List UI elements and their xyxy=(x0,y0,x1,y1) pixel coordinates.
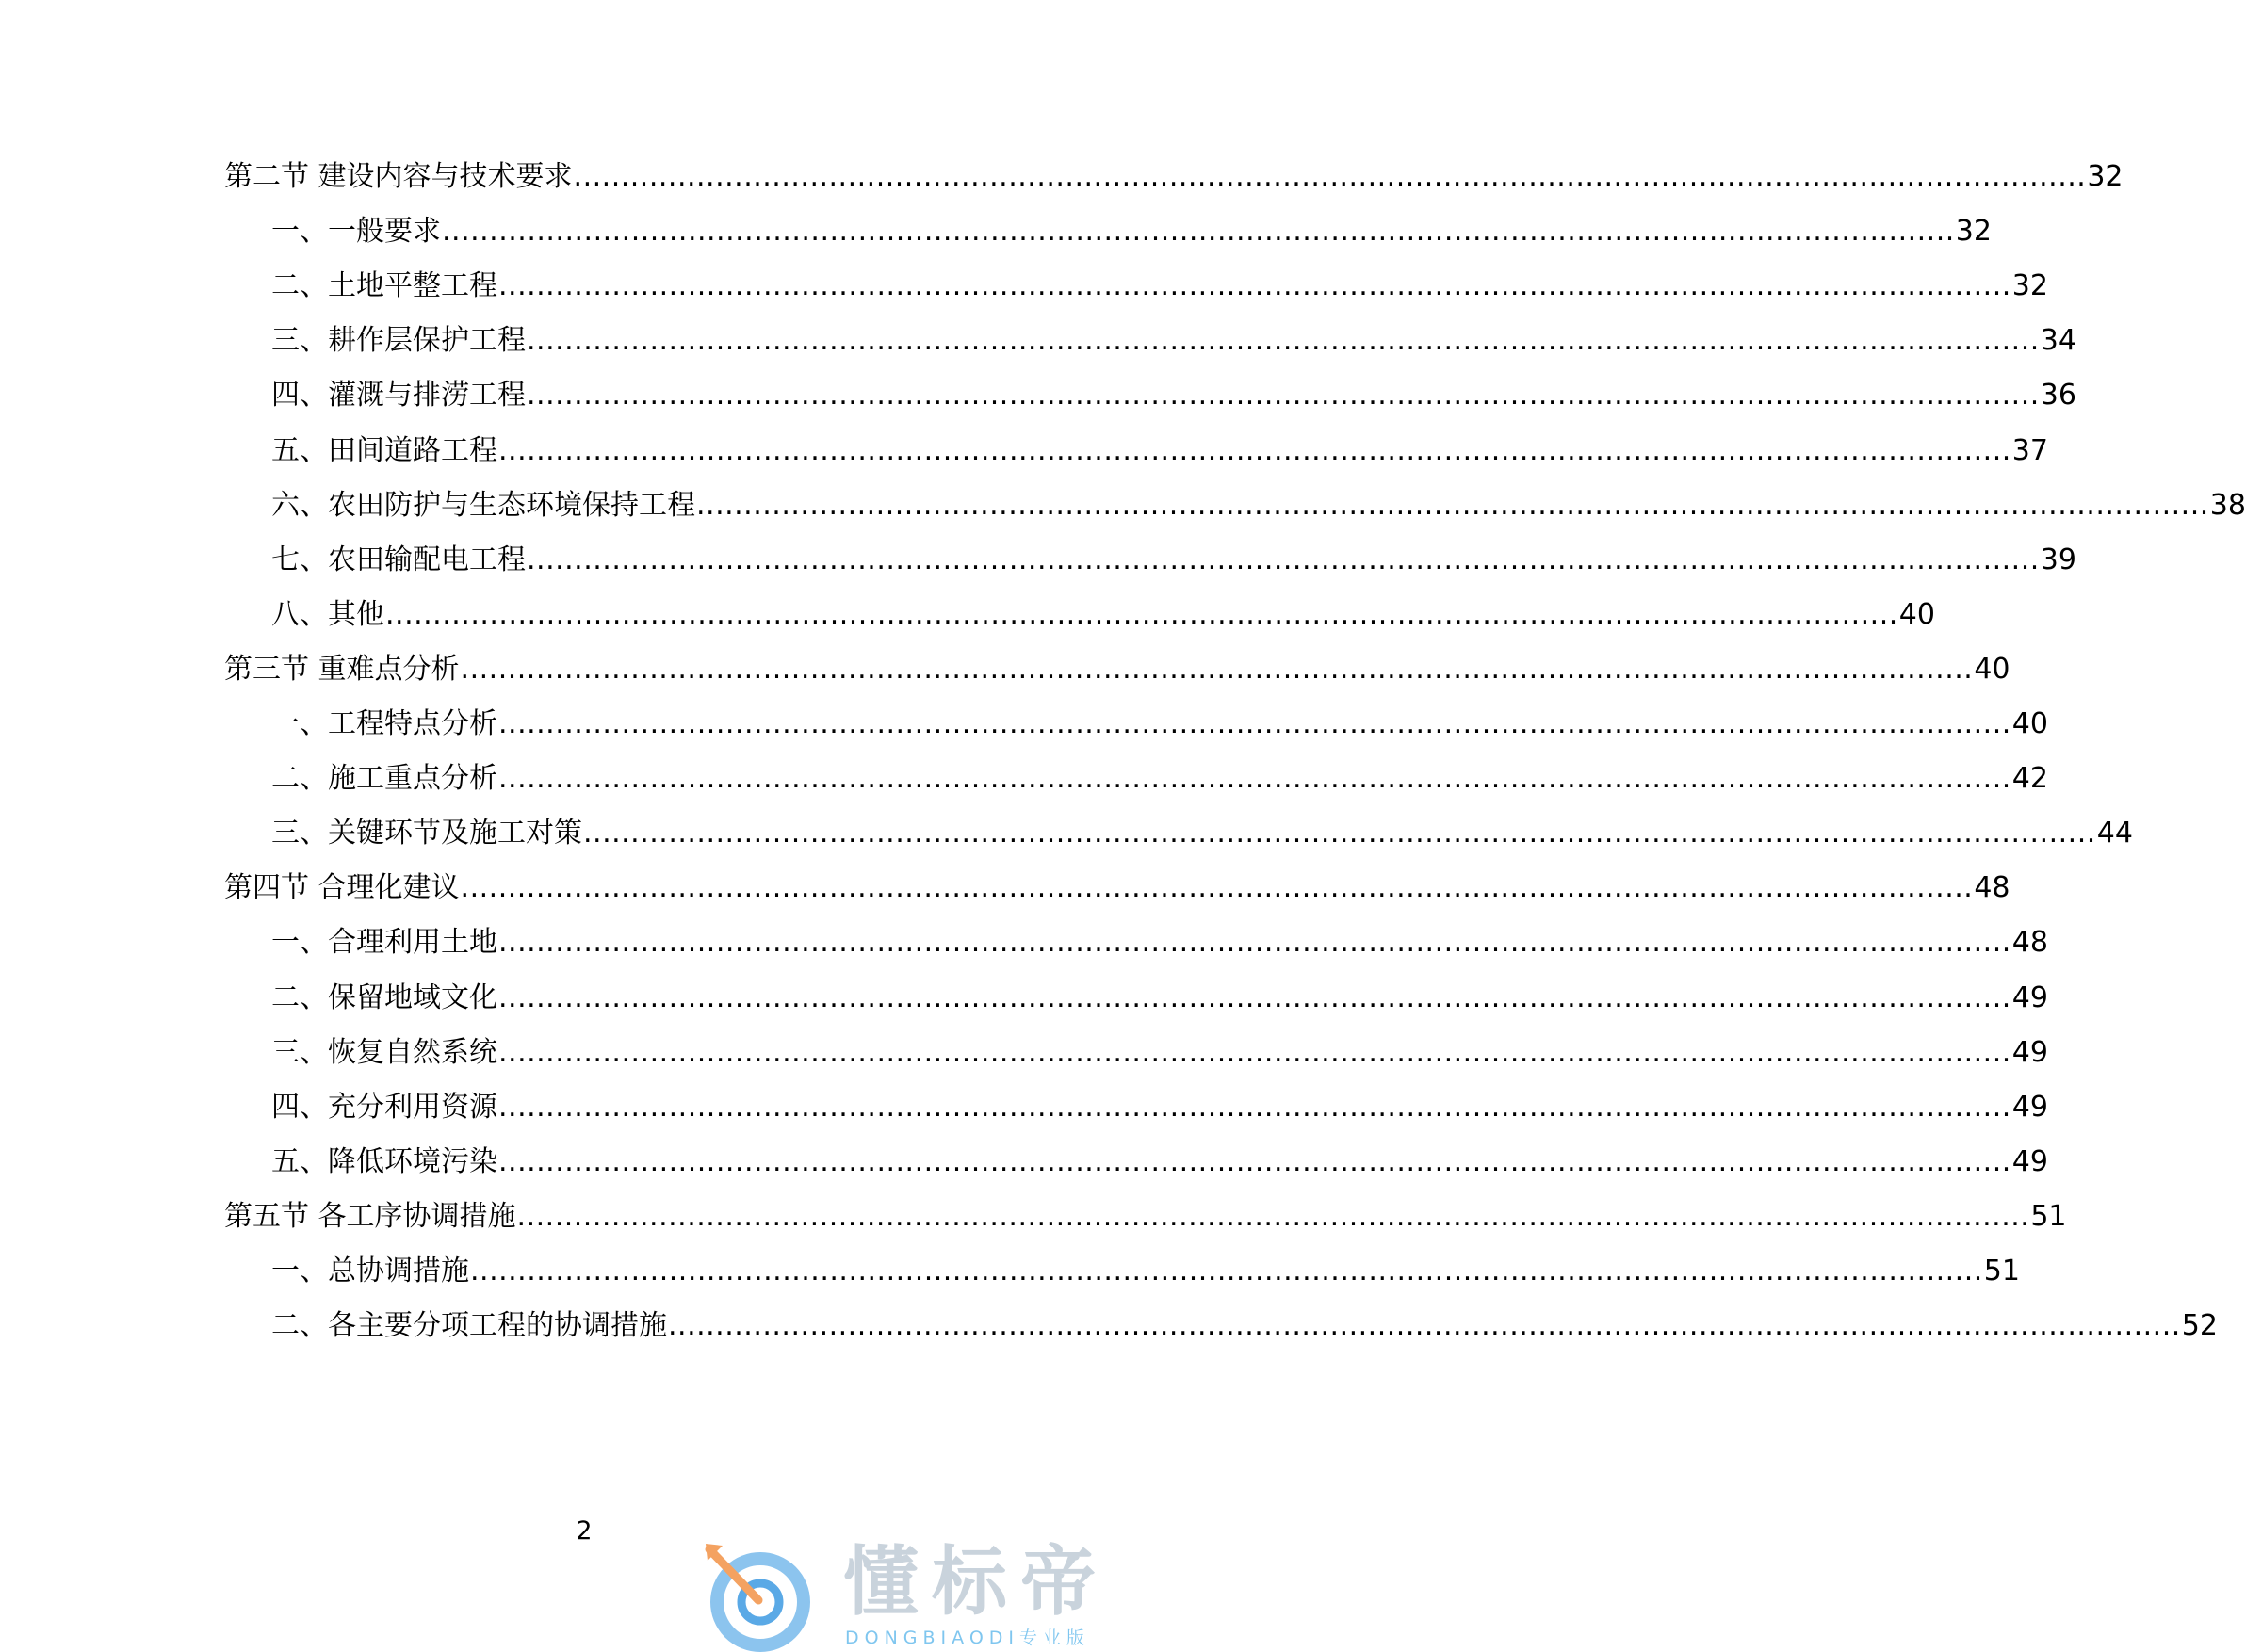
toc-entry-title: 一、工程特点分析 xyxy=(271,707,497,740)
toc-dot-leader: ................................................................................................................................................................ xyxy=(498,433,2011,467)
toc-entry[interactable] xyxy=(224,1198,2067,1236)
toc-entry-title: 四、充分利用资源 xyxy=(271,1090,497,1124)
toc-entry-title: 一、合理利用土地 xyxy=(271,926,497,960)
toc-entry-page: 32 xyxy=(2011,269,2048,303)
toc-dot-leader: ................................................................................................................................................................ xyxy=(498,1144,2011,1178)
toc-entry-page: 49 xyxy=(2011,980,2048,1014)
toc-entry[interactable] xyxy=(224,158,2124,196)
toc-dot-leader: ................................................................................................................................................................ xyxy=(498,926,2011,960)
toc-dot-leader: ................................................................................................................................................................ xyxy=(460,871,1974,905)
toc-dot-leader: ................................................................................................................................................................ xyxy=(668,1309,2181,1343)
toc-entry-title: 二、施工重点分析 xyxy=(271,762,497,796)
toc-entry-page: 51 xyxy=(1983,1255,2020,1288)
page-number: 2 xyxy=(576,1516,593,1546)
toc-entry-page: 48 xyxy=(2011,926,2048,960)
toc-dot-leader: ................................................................................................................................................................ xyxy=(460,652,1974,686)
toc-entry-title: 八、其他 xyxy=(271,597,384,631)
toc-entry-page: 32 xyxy=(2087,160,2124,193)
toc-entry-title: 六、农田防护与生态环境保持工程 xyxy=(271,488,695,522)
toc-dot-leader: ................................................................................................................................................................ xyxy=(583,817,2096,850)
toc-entry-page: 38 xyxy=(2209,488,2246,522)
toc-entry[interactable] xyxy=(271,596,1935,634)
toc-entry-title: 五、田间道路工程 xyxy=(271,433,497,467)
toc-entry-title: 七、农田输配电工程 xyxy=(271,543,526,576)
toc-dot-leader: ................................................................................................................................................................ xyxy=(527,543,2040,576)
toc-dot-leader: ................................................................................................................................................................ xyxy=(470,1255,1983,1288)
toc-entry-page: 42 xyxy=(2011,762,2048,796)
toc-entry-page: 40 xyxy=(1898,597,1935,631)
toc-dot-leader: ................................................................................................................................................................ xyxy=(498,269,2011,303)
toc-entry-page: 49 xyxy=(2011,1090,2048,1124)
toc-entry[interactable] xyxy=(271,980,2048,1017)
toc-entry-title: 第二节 建设内容与技术要求 xyxy=(224,160,573,193)
watermark-latin xyxy=(845,1627,1090,1649)
toc-dot-leader: ................................................................................................................................................................ xyxy=(527,324,2040,358)
toc-entry-title: 三、关键环节及施工对策 xyxy=(271,817,582,850)
toc-dot-leader: ................................................................................................................................................................ xyxy=(498,762,2011,796)
toc-entry[interactable] xyxy=(271,1089,2048,1126)
toc-entry-page: 40 xyxy=(1974,652,2010,686)
toc-entry-title: 二、土地平整工程 xyxy=(271,269,497,303)
toc-dot-leader: ................................................................................................................................................................ xyxy=(442,215,1955,249)
toc-entry-page: 34 xyxy=(2040,324,2076,358)
toc-dot-leader: ................................................................................................................................................................ xyxy=(696,488,2209,522)
toc-entry-page: 37 xyxy=(2011,433,2048,467)
toc-entry[interactable] xyxy=(271,432,2048,470)
watermark-brand: 懂标帝 xyxy=(843,1538,1109,1626)
toc-entry[interactable] xyxy=(271,815,2133,852)
toc-entry[interactable] xyxy=(271,924,2048,962)
toc-entry-page: 32 xyxy=(1955,215,1992,249)
toc-dot-leader: ................................................................................................................................................................ xyxy=(498,707,2011,740)
toc-entry-page: 40 xyxy=(2011,707,2048,740)
toc-entry[interactable] xyxy=(271,1253,2020,1290)
toc-entry[interactable] xyxy=(271,377,2076,414)
toc-entry-title: 二、各主要分项工程的协调措施 xyxy=(271,1309,667,1343)
watermark xyxy=(702,1540,1154,1652)
watermark-edition: 专业版 xyxy=(1019,1628,1091,1648)
toc-entry-title: 三、恢复自然系统 xyxy=(271,1035,497,1069)
toc-entry-page: 44 xyxy=(2096,817,2133,850)
toc-entry[interactable] xyxy=(271,542,2076,579)
toc-entry-title: 四、灌溉与排涝工程 xyxy=(271,379,526,413)
toc-entry[interactable] xyxy=(271,267,2048,305)
toc-entry-page: 49 xyxy=(2011,1144,2048,1178)
toc-entry-title: 一、一般要求 xyxy=(271,215,441,249)
toc-entry-title: 五、降低环境污染 xyxy=(271,1144,497,1178)
toc-entry-title: 三、耕作层保护工程 xyxy=(271,324,526,358)
toc-entry[interactable] xyxy=(224,651,2010,688)
toc-entry[interactable] xyxy=(271,1143,2048,1181)
toc-entry-title: 二、保留地域文化 xyxy=(271,980,497,1014)
target-arrow-icon xyxy=(702,1540,815,1652)
toc-entry[interactable] xyxy=(271,487,2246,525)
toc-dot-leader: ................................................................................................................................................................ xyxy=(527,379,2040,413)
toc-entry-title: 第四节 合理化建议 xyxy=(224,871,460,905)
toc-entry-page: 52 xyxy=(2181,1309,2218,1343)
watermark-latin-text: DONGBIAODI xyxy=(845,1628,1020,1648)
toc-dot-leader: ................................................................................................................................................................ xyxy=(498,1035,2011,1069)
toc-entry-page: 39 xyxy=(2040,543,2076,576)
toc-entry[interactable] xyxy=(271,1034,2048,1072)
toc-dot-leader: ................................................................................................................................................................ xyxy=(385,597,1898,631)
toc-entry[interactable] xyxy=(271,705,2048,743)
toc-entry-title: 第三节 重难点分析 xyxy=(224,652,460,686)
toc-entry-title: 一、总协调措施 xyxy=(271,1255,469,1288)
toc-entry-page: 48 xyxy=(1974,871,2010,905)
toc-entry[interactable] xyxy=(271,322,2076,360)
toc-dot-leader: ................................................................................................................................................................ xyxy=(516,1199,2030,1233)
toc-entry-page: 49 xyxy=(2011,1035,2048,1069)
toc-entry-page: 36 xyxy=(2040,379,2076,413)
toc-dot-leader: ................................................................................................................................................................ xyxy=(498,980,2011,1014)
toc-entry[interactable] xyxy=(271,213,1992,251)
toc-entry[interactable] xyxy=(271,1307,2218,1345)
toc-entry[interactable] xyxy=(224,869,2010,907)
toc-dot-leader: ................................................................................................................................................................ xyxy=(573,160,2087,193)
toc-dot-leader: ................................................................................................................................................................ xyxy=(498,1090,2011,1124)
toc-entry-page: 51 xyxy=(2030,1199,2067,1233)
toc-entry-title: 第五节 各工序协调措施 xyxy=(224,1199,516,1233)
toc-entry[interactable] xyxy=(271,760,2048,798)
